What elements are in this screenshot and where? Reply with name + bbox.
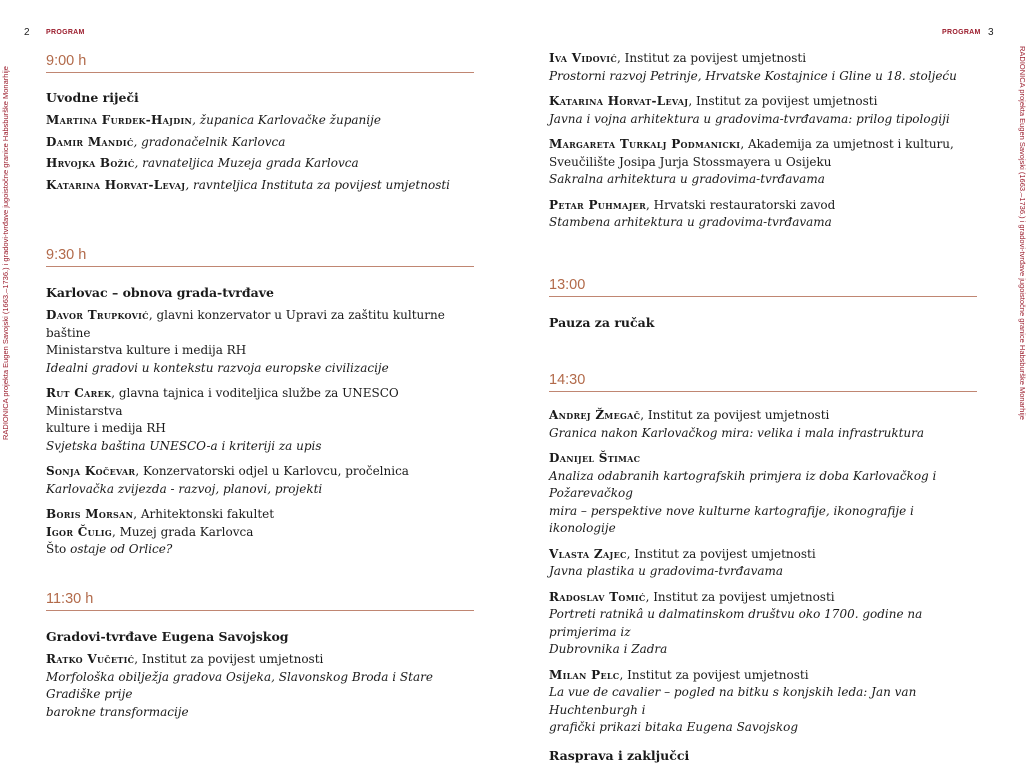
speaker-name: Margareta Turkalj Podmanicki bbox=[549, 137, 741, 151]
speaker-entry bbox=[549, 93, 977, 128]
speaker-name: Rut Carek bbox=[46, 386, 112, 400]
talk-title: Granica nakon Karlovačkog mira: velika i mala infrastruktura bbox=[549, 425, 925, 440]
talk-title: Portreti ratnikâ u dalmatinskom društvu oko 1700. godine na primjerima iz bbox=[549, 607, 923, 639]
speaker-entry bbox=[46, 385, 474, 455]
speaker-name: Petar Puhmajer bbox=[549, 197, 647, 212]
left-page bbox=[0, 0, 512, 745]
speaker-entry bbox=[46, 177, 474, 195]
session-1430-content bbox=[549, 407, 977, 764]
speaker-role: , gradonačelnik Karlovca bbox=[133, 134, 286, 149]
speaker-entry bbox=[46, 134, 474, 152]
speaker-entry bbox=[549, 589, 977, 659]
speaker-entry bbox=[549, 50, 977, 85]
session-title: Uvodne riječi bbox=[46, 90, 139, 105]
session-0930 bbox=[46, 246, 474, 267]
speaker-affiliation: , Konzervatorski odjel u Karlovcu, pročelnica bbox=[135, 464, 409, 478]
speaker-affiliation: , Institut za povijest umjetnosti bbox=[645, 589, 835, 604]
session-time: 13:00 bbox=[549, 276, 977, 297]
talk-title: Svjetska baština UNESCO-a i kriteriji za upis bbox=[46, 438, 322, 453]
speaker-name: Katarina Horvat-Levaj bbox=[46, 177, 186, 192]
talk-title: Analiza odabranih kartografskih primjera iz doba Karlovačkog i Požarevačkog bbox=[549, 468, 937, 500]
talk-title: Sakralna arhitektura u gradovima-tvrđavama bbox=[549, 172, 825, 186]
speaker-affiliation: , glavna tajnica i voditeljica službe za UNESCO Ministarstva bbox=[46, 386, 399, 418]
speaker-name: Sonja Kočevar bbox=[46, 464, 136, 478]
session-time: 11:30 h bbox=[46, 590, 474, 611]
speaker-name: Danijel Štimac bbox=[549, 451, 641, 465]
talk-title-cont: mira – perspektive nove kulturne kartografije, ikonografije i ikonologije bbox=[549, 503, 914, 535]
session-0900 bbox=[46, 52, 474, 73]
session-title: Karlovac – obnova grada-tvrđave bbox=[46, 285, 274, 300]
speaker-entry bbox=[46, 155, 474, 173]
speaker-name: Damir Mandić bbox=[46, 134, 134, 149]
talk-title-italic: ostaje od Orlice? bbox=[70, 542, 173, 556]
talk-title bbox=[46, 541, 474, 559]
session-time: 9:30 h bbox=[46, 246, 474, 267]
speaker-name: Radoslav Tomić bbox=[549, 589, 646, 604]
speaker-name: Ratko Vučetić bbox=[46, 652, 135, 666]
speaker-affiliation: , Institut za povijest umjetnosti bbox=[134, 652, 324, 666]
speaker-affiliation-cont: Sveučilište Josipa Jurja Stossmayera u Osijeku bbox=[549, 154, 832, 169]
speaker-name: Milan Pelc bbox=[549, 667, 620, 682]
talk-title-cont: grafički prikazi bitaka Eugena Savojskog bbox=[549, 720, 799, 734]
session-1300-content bbox=[549, 314, 977, 331]
session-1130 bbox=[46, 590, 474, 611]
speaker-name: Davor Trupković bbox=[46, 308, 149, 322]
speaker-name: Igor Čulig bbox=[46, 524, 112, 539]
speaker-entry bbox=[549, 450, 977, 538]
talk-title: Javna i vojna arhitektura u gradovima-tvrđavama: prilog tipologiji bbox=[549, 111, 950, 126]
session-title: Pauza za ručak bbox=[549, 315, 655, 330]
speaker-entry bbox=[549, 136, 977, 189]
speaker-entry bbox=[46, 307, 474, 377]
speaker-affiliation-cont: Ministarstva kulture i medija RH bbox=[46, 343, 247, 357]
talk-title: Karlovačka zvijezda - razvoj, planovi, projekti bbox=[46, 481, 323, 496]
page-header-label: PROGRAM bbox=[46, 29, 85, 36]
side-running-title: RADIONICA projekta Eugen Savojski (1663.–1736.) i gradovi-tvrđave jugoistočne granice Habsburške Monarhije bbox=[1, 66, 10, 440]
talk-title-cont: Dubrovnika i Zadra bbox=[549, 642, 668, 656]
talk-title: Stambena arhitektura u gradovima-tvrđavama bbox=[549, 215, 832, 229]
talk-title: Prostorni razvoj Petrinje, Hrvatske Kostajnice i Gline u 18. stoljeću bbox=[549, 68, 957, 83]
session-time: 9:00 h bbox=[46, 52, 474, 73]
speaker-entry bbox=[549, 546, 977, 581]
talk-title: Idealni gradovi u kontekstu razvoja europske civilizacije bbox=[46, 360, 389, 375]
talk-title-plain: Što bbox=[46, 542, 71, 556]
speaker-entry bbox=[46, 112, 474, 130]
session-1130-content bbox=[46, 628, 474, 721]
speaker-name: Boris Morsan bbox=[46, 507, 134, 521]
speaker-name: Martina Furdek-Hajdin bbox=[46, 113, 193, 127]
speaker-affiliation: , glavni konzervator u Upravi za zaštitu kulturne baštine bbox=[46, 308, 445, 340]
speaker-name: Hrvojka Božić bbox=[46, 156, 135, 170]
speaker-entry bbox=[549, 407, 977, 442]
speaker-role: , županica Karlovačke županije bbox=[192, 113, 381, 127]
page-number: 2 bbox=[24, 27, 30, 38]
speaker-affiliation: , Hrvatski restauratorski zavod bbox=[646, 197, 836, 212]
page-header-label: PROGRAM bbox=[942, 29, 981, 36]
speaker-entry bbox=[46, 506, 474, 559]
speaker-affiliation: , Institut za povijest umjetnosti bbox=[640, 408, 830, 422]
speaker-name: Katarina Horvat-Levaj bbox=[549, 94, 689, 108]
session-time: 14:30 bbox=[549, 371, 977, 392]
closing-title: Rasprava i zaključci bbox=[549, 747, 690, 763]
talk-title-cont: barokne transformacije bbox=[46, 704, 189, 719]
speaker-affiliation: , Akademija za umjetnost i kulturu, bbox=[740, 137, 954, 151]
speaker-entry bbox=[549, 667, 977, 737]
talk-title: La vue de cavalier – pogled na bitku s konjskih leda: Jan van Huchtenburgh i bbox=[549, 685, 917, 717]
speaker-name: Andrej Žmegač bbox=[549, 408, 641, 422]
speaker-affiliation-cont: kulture i medija RH bbox=[46, 421, 166, 435]
right-page bbox=[512, 0, 1027, 763]
speaker-entry bbox=[46, 463, 474, 498]
session-0930-content bbox=[46, 284, 474, 559]
session-1430 bbox=[549, 371, 977, 392]
session-0900-content bbox=[46, 89, 474, 194]
speaker-name: Vlasta Zajec bbox=[549, 546, 627, 561]
session-1300 bbox=[549, 276, 977, 297]
talk-title: Javna plastika u gradovima-tvrđavama bbox=[549, 564, 784, 578]
speaker-role: , ravnateljica Muzeja grada Karlovca bbox=[134, 156, 359, 170]
speaker-entry bbox=[549, 197, 977, 232]
speaker-affiliation: , Arhitektonski fakultet bbox=[133, 507, 275, 521]
speaker-name: Iva Vidović bbox=[549, 51, 618, 65]
speaker-affiliation: , Institut za povijest umjetnosti bbox=[688, 94, 878, 108]
session-title: Gradovi-tvrđave Eugena Savojskog bbox=[46, 629, 289, 644]
speaker-entry bbox=[46, 651, 474, 721]
continued-entries bbox=[549, 50, 977, 232]
talk-title: Morfološka obilježja gradova Osijeka, Slavonskog Broda i Stare Gradiške prije bbox=[46, 669, 433, 701]
speaker-affiliation: , Institut za povijest umjetnosti bbox=[626, 546, 816, 561]
speaker-affiliation: , Institut za povijest umjetnosti bbox=[617, 51, 807, 65]
page-number: 3 bbox=[988, 27, 994, 38]
speaker-affiliation: , Muzej grada Karlovca bbox=[111, 524, 254, 539]
speaker-role: , ravnteljica Instituta za povijest umjetnosti bbox=[185, 177, 451, 192]
side-running-title: RADIONICA projekta Eugen Savojski (1663.–1736.) i gradovi-tvrđave jugoistočne granice Habsburške Monarhije bbox=[1018, 46, 1027, 420]
speaker-affiliation: , Institut za povijest umjetnosti bbox=[619, 667, 809, 682]
